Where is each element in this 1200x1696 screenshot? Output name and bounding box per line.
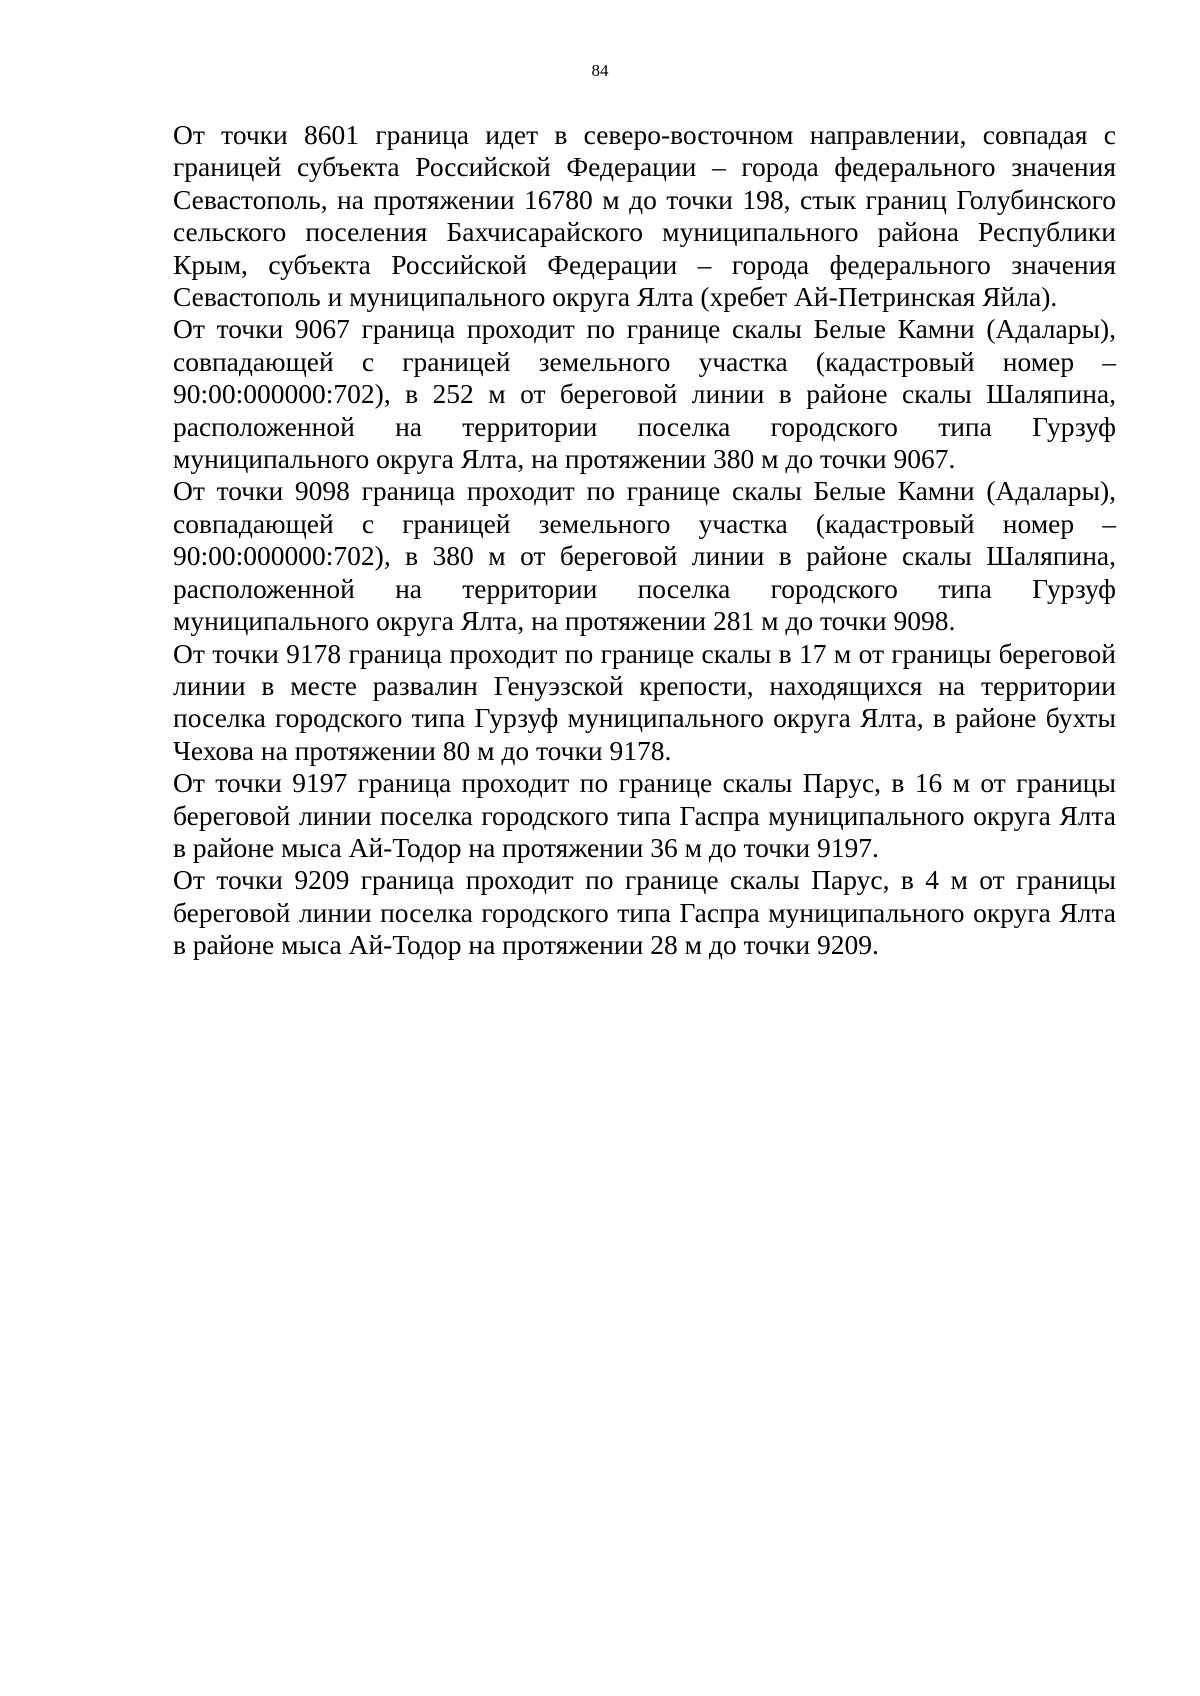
paragraph-point-8601: От точки 8601 граница идет в северо-восточном направлении, совпадая с границей субъекта Российской Федерации – города федерального значения Севастополь, на протяжении 16780 м до точки 198, стык границ Голубинского сельского поселения Бахчисарайского муниципального района Республики Крым, субъекта Российской Федерации – города федерального значения Севастополь и муниципального округа Ялта (хребет Ай-Петринская Яйла). [173, 119, 1116, 313]
paragraph-point-9197: От точки 9197 граница проходит по границе скалы Парус, в 16 м от границы береговой линии поселка городского типа Гаспра муниципального округа Ялта в районе мыса Ай-Тодор на протяжении 36 м до точки 9197. [173, 767, 1116, 863]
page-number: 84 [591, 61, 609, 80]
document-body [173, 119, 1116, 962]
paragraph-point-9098: От точки 9098 граница проходит по границе скалы Белые Камни (Адалары), совпадающей с границей земельного участка (кадастровый номер – 90:00:000000:702), в 380 м от береговой линии в районе скалы Шаляпина, расположенной на территории поселка городского типа Гурзуф муниципального округа Ялта, на протяжении 281 м до точки 9098. [173, 475, 1116, 637]
paragraph-point-9209: От точки 9209 граница проходит по границе скалы Парус, в 4 м от границы береговой линии поселка городского типа Гаспра муниципального округа Ялта в районе мыса Ай-Тодор на протяжении 28 м до точки 9209. [173, 864, 1116, 961]
paragraph-point-9067: От точки 9067 граница проходит по границе скалы Белые Камни (Адалары), совпадающей с границей земельного участка (кадастровый номер – 90:00:000000:702), в 252 м от береговой линии в районе скалы Шаляпина, расположенной на территории поселка городского типа Гурзуф муниципального округа Ялта, на протяжении 380 м до точки 9067. [173, 313, 1116, 475]
paragraph-point-9178: От точки 9178 граница проходит по границе скалы в 17 м от границы береговой линии в месте развалин Генуэзской крепости, находящихся на территории поселка городского типа Гурзуф муниципального округа Ялта, в районе бухты Чехова на протяжении 80 м до точки 9178. [173, 637, 1116, 766]
